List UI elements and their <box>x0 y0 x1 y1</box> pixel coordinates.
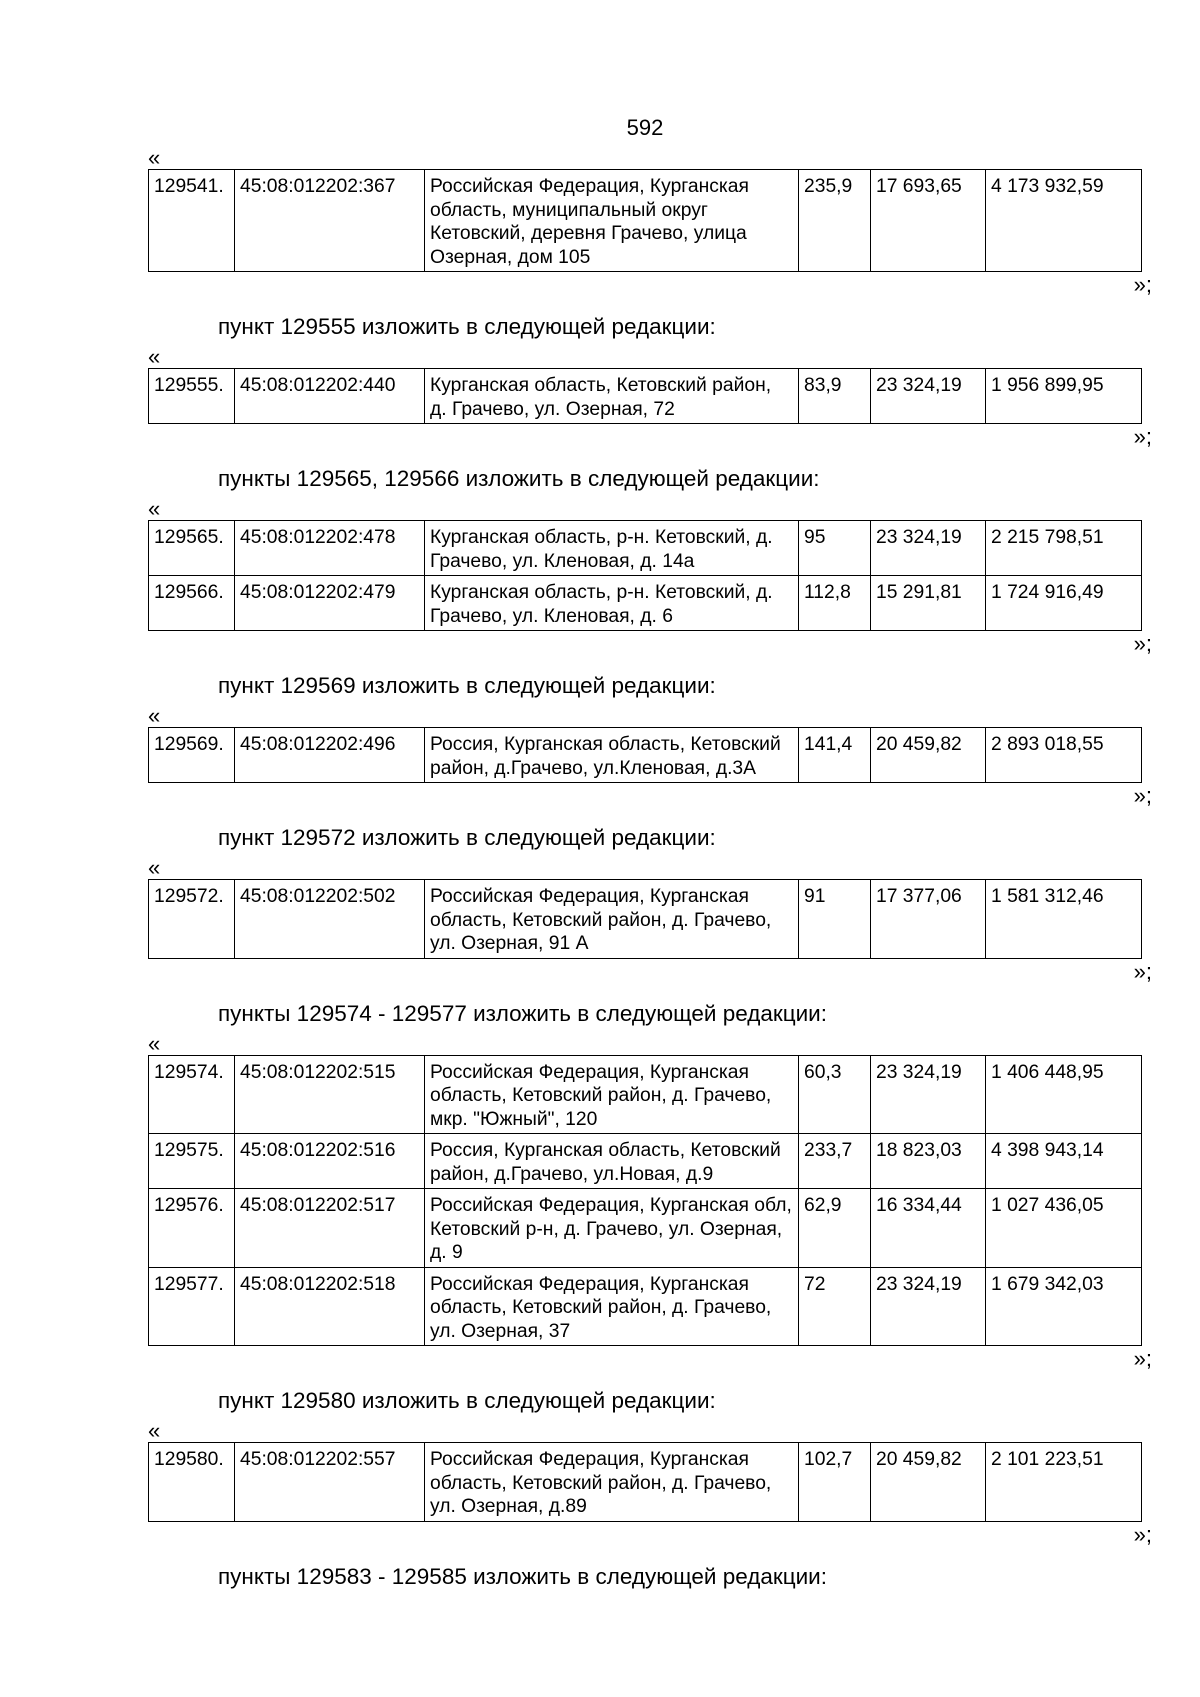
area-cell: 235,9 <box>799 170 871 272</box>
address-cell: Российская Федерация, Курганская обл, Кетовский р-н, д. Грачево, ул. Озерная, д. 9 <box>425 1189 799 1268</box>
amendment-heading: пункты 129574 - 129577 изложить в следующей редакции: <box>218 1000 828 1026</box>
item-number-cell: 129575. <box>149 1134 235 1189</box>
amendment-section <box>148 1386 1152 1562</box>
table-row <box>149 1055 1142 1134</box>
opening-quote: « <box>148 1418 161 1443</box>
area-cell: 72 <box>799 1267 871 1346</box>
rate-cell: 18 823,03 <box>871 1134 986 1189</box>
items-table <box>148 169 1142 272</box>
rate-cell: 16 334,44 <box>871 1189 986 1268</box>
amendment-section <box>148 312 1152 464</box>
amendment-heading: пункт 129580 изложить в следующей редакции: <box>218 1388 716 1413</box>
cadastral-value-cell: 2 101 223,51 <box>986 1443 1142 1522</box>
area-cell: 233,7 <box>799 1134 871 1189</box>
table-row <box>149 170 1142 272</box>
address-cell: Российская Федерация, Курганская область, муниципальный округ Кетовский, деревня Грачево, улица Озерная, дом 105 <box>425 170 799 272</box>
item-number-cell: 129566. <box>149 576 235 631</box>
closing-quote: »; <box>1133 1521 1152 1547</box>
address-cell: Россия, Курганская область, Кетовский район, д.Грачево, ул.Новая, д.9 <box>425 1134 799 1189</box>
area-cell: 62,9 <box>799 1189 871 1268</box>
cadastral-number-cell: 45:08:012202:367 <box>235 170 425 272</box>
cadastral-value-cell: 2 893 018,55 <box>986 728 1142 783</box>
amendment-heading: пункты 129565, 129566 изложить в следующей редакции: <box>218 466 820 491</box>
table-row <box>149 880 1142 959</box>
opening-quote: « <box>148 1030 161 1056</box>
item-number-cell: 129569. <box>149 728 235 783</box>
cadastral-value-cell: 1 724 916,49 <box>986 576 1142 631</box>
cadastral-number-cell: 45:08:012202:518 <box>235 1267 425 1346</box>
item-number-cell: 129572. <box>149 880 235 959</box>
item-number-cell: 129574. <box>149 1055 235 1134</box>
page-content <box>148 145 1152 1596</box>
item-number-cell: 129577. <box>149 1267 235 1346</box>
rate-cell: 17 377,06 <box>871 880 986 959</box>
closing-quote: »; <box>1133 1346 1152 1371</box>
cadastral-value-cell: 1 956 899,95 <box>986 369 1142 424</box>
closing-quote: »; <box>1133 783 1152 808</box>
address-cell: Курганская область, р-н. Кетовский, д. Грачево, ул. Кленовая, д. 14а <box>425 521 799 576</box>
rate-cell: 23 324,19 <box>871 369 986 424</box>
items-table <box>148 879 1142 959</box>
area-cell: 102,7 <box>799 1443 871 1522</box>
rate-cell: 23 324,19 <box>871 521 986 576</box>
item-number-cell: 129541. <box>149 170 235 272</box>
amendment-heading: пункт 129555 изложить в следующей редакции: <box>218 314 716 339</box>
items-table <box>148 520 1142 631</box>
area-cell: 112,8 <box>799 576 871 631</box>
item-number-cell: 129580. <box>149 1443 235 1522</box>
table-row <box>149 369 1142 424</box>
address-cell: Российская Федерация, Курганская область, Кетовский район, д. Грачево, ул. Озерная, 91 А <box>425 880 799 959</box>
item-number-cell: 129576. <box>149 1189 235 1268</box>
table-row <box>149 1134 1142 1189</box>
rate-cell: 20 459,82 <box>871 1443 986 1522</box>
address-cell: Курганская область, Кетовский район, д. Грачево, ул. Озерная, 72 <box>425 369 799 424</box>
rate-cell: 20 459,82 <box>871 728 986 783</box>
opening-quote: « <box>148 344 161 369</box>
cadastral-number-cell: 45:08:012202:478 <box>235 521 425 576</box>
amendment-section <box>148 999 1152 1387</box>
cadastral-number-cell: 45:08:012202:516 <box>235 1134 425 1189</box>
amendment-heading: пункт 129572 изложить в следующей редакции: <box>218 825 716 850</box>
items-table <box>148 1442 1142 1522</box>
cadastral-value-cell: 1 679 342,03 <box>986 1267 1142 1346</box>
table-row <box>149 1189 1142 1268</box>
area-cell: 95 <box>799 521 871 576</box>
opening-quote: « <box>148 703 161 728</box>
amendment-section <box>148 464 1152 671</box>
cadastral-number-cell: 45:08:012202:515 <box>235 1055 425 1134</box>
address-cell: Российская Федерация, Курганская область, Кетовский район, д. Грачево, мкр. "Южный", 120 <box>425 1055 799 1134</box>
amendment-section <box>148 145 1152 312</box>
item-number-cell: 129565. <box>149 521 235 576</box>
table-row <box>149 1443 1142 1522</box>
opening-quote: « <box>148 855 161 880</box>
amendment-heading: пункты 129583 - 129585 изложить в следующей редакции: <box>218 1563 828 1589</box>
closing-quote: »; <box>1133 272 1152 297</box>
area-cell: 60,3 <box>799 1055 871 1134</box>
closing-quote: »; <box>1133 631 1152 656</box>
rate-cell: 17 693,65 <box>871 170 986 272</box>
amendment-section <box>148 671 1152 823</box>
amendment-section <box>148 823 1152 999</box>
cadastral-value-cell: 1 581 312,46 <box>986 880 1142 959</box>
items-table <box>148 1055 1142 1347</box>
address-cell: Курганская область, р-н. Кетовский, д. Грачево, ул. Кленовая, д. 6 <box>425 576 799 631</box>
item-number-cell: 129555. <box>149 369 235 424</box>
cadastral-value-cell: 4 398 943,14 <box>986 1134 1142 1189</box>
rate-cell: 23 324,19 <box>871 1055 986 1134</box>
page-number: 592 <box>626 115 664 140</box>
cadastral-value-cell: 1 406 448,95 <box>986 1055 1142 1134</box>
cadastral-number-cell: 45:08:012202:496 <box>235 728 425 783</box>
cadastral-value-cell: 1 027 436,05 <box>986 1189 1142 1268</box>
area-cell: 91 <box>799 880 871 959</box>
items-table <box>148 727 1142 783</box>
address-cell: Российская Федерация, Курганская область, Кетовский район, д. Грачево, ул. Озерная, д.89 <box>425 1443 799 1522</box>
opening-quote: « <box>148 496 161 521</box>
cadastral-number-cell: 45:08:012202:440 <box>235 369 425 424</box>
cadastral-number-cell: 45:08:012202:502 <box>235 880 425 959</box>
opening-quote: « <box>148 145 161 170</box>
closing-quote: »; <box>1133 424 1152 449</box>
cadastral-value-cell: 2 215 798,51 <box>986 521 1142 576</box>
address-cell: Россия, Курганская область, Кетовский район, д.Грачево, ул.Кленовая, д.3А <box>425 728 799 783</box>
amendment-heading: пункт 129569 изложить в следующей редакции: <box>218 673 716 698</box>
area-cell: 141,4 <box>799 728 871 783</box>
table-row <box>149 576 1142 631</box>
closing-quote: »; <box>1133 958 1152 984</box>
cadastral-number-cell: 45:08:012202:557 <box>235 1443 425 1522</box>
cadastral-number-cell: 45:08:012202:479 <box>235 576 425 631</box>
table-row <box>149 1267 1142 1346</box>
table-row <box>149 521 1142 576</box>
address-cell: Российская Федерация, Курганская область, Кетовский район, д. Грачево, ул. Озерная, 37 <box>425 1267 799 1346</box>
table-row <box>149 728 1142 783</box>
rate-cell: 23 324,19 <box>871 1267 986 1346</box>
area-cell: 83,9 <box>799 369 871 424</box>
cadastral-value-cell: 4 173 932,59 <box>986 170 1142 272</box>
items-table <box>148 368 1142 424</box>
cadastral-number-cell: 45:08:012202:517 <box>235 1189 425 1268</box>
rate-cell: 15 291,81 <box>871 576 986 631</box>
